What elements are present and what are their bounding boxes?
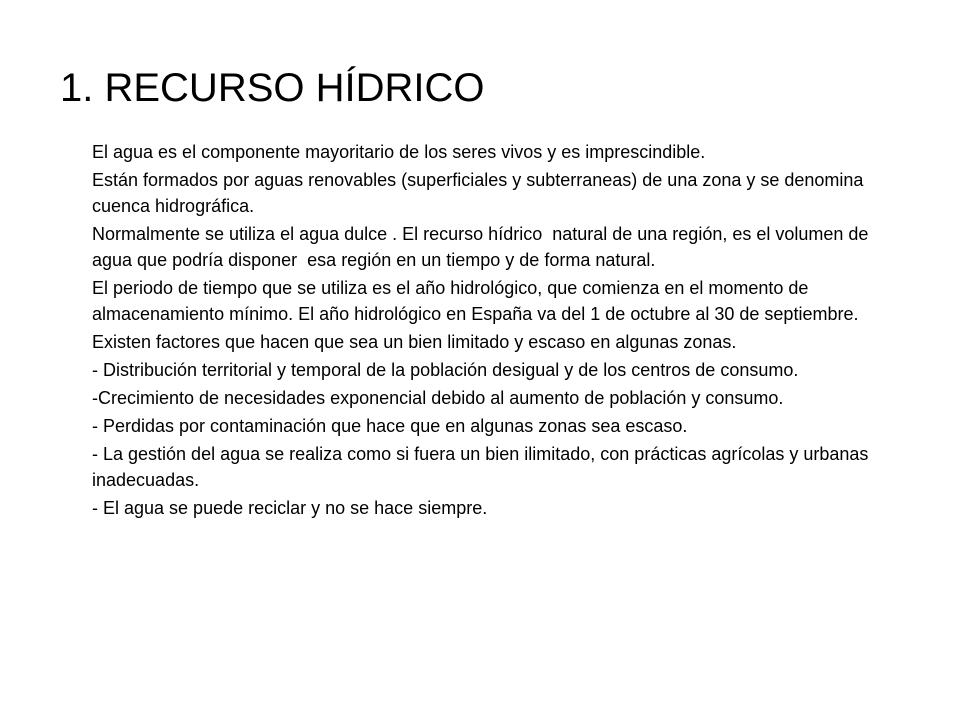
slide-title: 1. RECURSO HÍDRICO — [60, 66, 485, 110]
paragraph-7: -Crecimiento de necesidades exponencial debido al aumento de población y consumo. — [92, 388, 784, 408]
paragraph-10: - El agua se puede reciclar y no se hace siempre. — [92, 498, 488, 518]
paragraph-4: El periodo de tiempo que se utiliza es el año hidrológico, que comienza en el momento de almacenamiento mínimo. El año hidrológico en España va del 1 de octubre al 30 de septiembre. — [92, 278, 859, 324]
paragraph-9: - La gestión del agua se realiza como si fuera un bien ilimitado, con prácticas agrícolas y urbanas inadecuadas. — [92, 444, 874, 490]
slide-body — [92, 139, 882, 523]
paragraph-6: - Distribución territorial y temporal de la población desigual y de los centros de consumo. — [92, 360, 799, 380]
paragraph-1: El agua es el componente mayoritario de los seres vivos y es imprescindible. — [92, 142, 706, 162]
paragraph-3: Normalmente se utiliza el agua dulce . El recurso hídrico natural de una región, es el volumen de agua que podría disponer esa región en un tiempo y de forma natural. — [92, 224, 874, 270]
paragraph-8: - Perdidas por contaminación que hace que en algunas zonas sea escaso. — [92, 416, 688, 436]
paragraph-5: Existen factores que hacen que sea un bien limitado y escaso en algunas zonas. — [92, 332, 737, 352]
paragraph-2: Están formados por aguas renovables (superficiales y subterraneas) de una zona y se denomina cuenca hidrográfica. — [92, 170, 869, 216]
